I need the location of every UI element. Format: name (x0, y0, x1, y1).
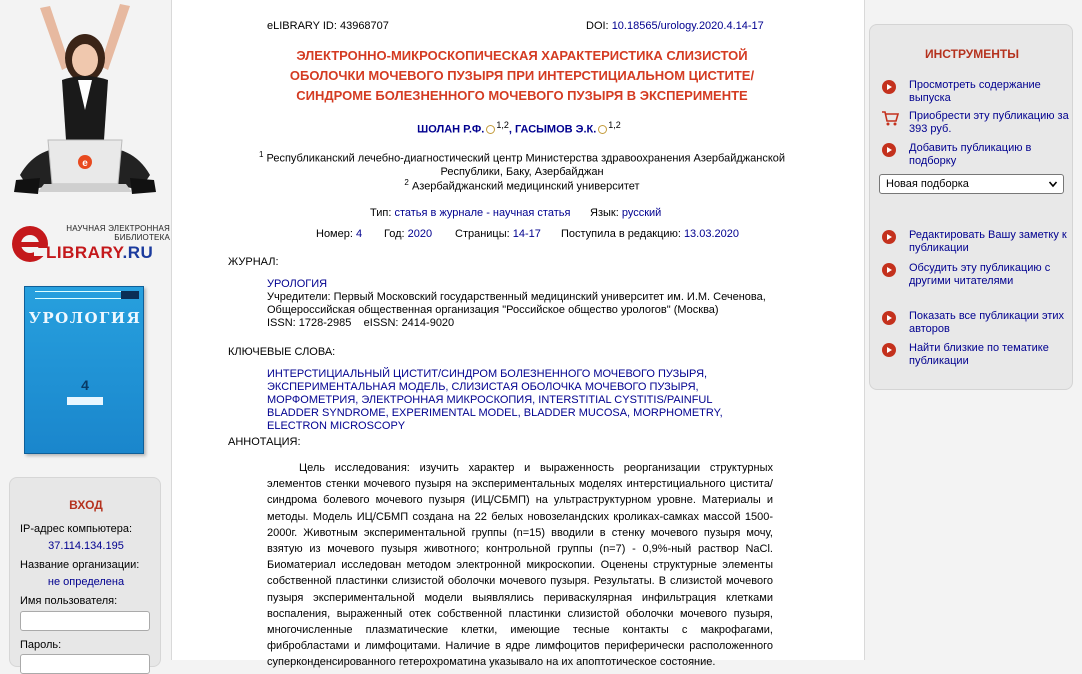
cover-title: УРОЛОГИЯ (28, 309, 142, 327)
journal-founders: Учредители: Первый Московский государственный медицинский университет им. И.М. Сеченова, Общероссийская общественная организация "Российское общество урологов" (Москва) (267, 291, 766, 316)
logo-name: LIBRARY.RU (46, 243, 154, 262)
left-sidebar (0, 0, 170, 660)
org-value: не определена (47, 576, 125, 588)
keyword-link[interactable]: INTERSTITIAL CYSTITIS/PAINFUL BLADDER SYNDROME (267, 394, 713, 419)
arrow-circle-icon (882, 80, 896, 94)
journal-section-label: ЖУРНАЛ: (228, 256, 279, 268)
keyword-link[interactable]: МОРФОМЕТРИЯ (267, 394, 356, 406)
keywords-section-label: КЛЮЧЕВЫЕ СЛОВА: (228, 346, 336, 358)
username-input[interactable] (20, 611, 150, 631)
keyword-link[interactable]: EXPERIMENTAL MODEL (391, 407, 518, 419)
doi-link[interactable]: 10.18565/urology.2020.4.14-17 (611, 20, 764, 32)
chevron-down-icon (1049, 180, 1057, 188)
arrow-circle-icon (882, 343, 896, 357)
article-title: ЭЛЕКТРОННО-МИКРОСКОПИЧЕСКАЯ ХАРАКТЕРИСТИКА СЛИЗИСТОЙ ОБОЛОЧКИ МОЧЕВОГО ПУЗЫРЯ ПРИ ИНТЕРСТИЦИАЛЬНОМ ЦИСТИТЕ/ СИНДРОМЕ БОЛЕЗНЕННОГО МОЧЕВОГО ПУЗЫРЯ В ЭКСПЕРИМЕНТЕ (289, 48, 755, 103)
svg-text:e: e (82, 158, 88, 169)
issue-year: Год: 2020 (384, 228, 433, 240)
keyword-link[interactable]: ЭЛЕКТРОННАЯ МИКРОСКОПИЯ (361, 394, 533, 406)
affiliation-2: $^2$ Азербайджанский медицинский университет (404, 178, 640, 193)
article-type: Тип: статья в журнале - научная статья (370, 207, 571, 219)
page-range: Страницы: 14-17 (455, 228, 541, 240)
arrow-circle-icon (882, 311, 896, 325)
ip-label: IP-адрес компьютера: (20, 523, 133, 535)
cover-number: 4 (81, 377, 89, 393)
tools-title: ИНСТРУМЕНТЫ (924, 47, 1020, 61)
keyword-link[interactable]: ELECTRON MICROSCOPY (267, 420, 406, 432)
collection-select[interactable]: Новая подборка (879, 174, 1064, 194)
arrow-circle-icon (882, 143, 896, 157)
received-date: Поступила в редакцию: 13.03.2020 (561, 228, 739, 240)
hero-illustration (0, 0, 170, 205)
org-label: Название организации: (20, 559, 140, 571)
issue-number: Номер: 4 (316, 228, 363, 240)
ip-value: 37.114.134.195 (48, 540, 124, 552)
abstract-text: Цель исследования: изучить характер и выраженность реорганизации структурных элементов стенки мочевого пузыря на экспериментальных моделях интерстициального цистита/синдрома болевого мочевого пузыря (ИЦ/СБМП) на ультраструктурном уровне. Материалы и методы. Модель ИЦ/СБМП создана на 22 белых новозеландских кроликах-самках массой 1500-2000г. Животным экспериментальной группы (n=15) вводили в стенку мочевого пузыря мочу, взятую из мочевого пузыря животного; контрольной группы (n=7) - 0,9%-ный раствор NaCl. Биоматериал исследован методом электронной микроскопии. Оценены структурные элементы собственной пластинки слизистой оболочки мочевого пузыря. Результаты. В слизистой мочевого пузыря экспериментальной модели выявлялись периваскулярная инфильтрация клетками воспаления, выраженный отек собственной пластинки слизистой оболочки мочевого пузыря, многочисленные плазматические клетки, имеющие тесные контакты с макрофагами, фибробластами и лимфоцитами. Наличие в ядре лимфоцитов периферически расположенного суперконденсированного гетерохроматина указывало на их апоптотическое состояние. (267, 462, 773, 669)
person-icon (486, 125, 495, 134)
abstract-section-label: АННОТАЦИЯ: (228, 436, 301, 448)
article-language: Язык: русский (590, 207, 662, 219)
journal-link[interactable]: УРОЛОГИЯ (267, 278, 328, 290)
author-link[interactable]: ШОЛАН Р.Ф. (417, 123, 485, 136)
arrow-circle-icon (882, 263, 896, 277)
keyword-link[interactable]: BLADDER MUCOSA (523, 407, 628, 419)
person-icon (598, 125, 607, 134)
journal-info (267, 278, 787, 330)
tools-panel: ИНСТРУМЕНТЫ Просмотреть содержание выпуска Приобрести эту публикацию за 393 руб. Добавить публикацию в подборку Новая подборка Редактировать Вашу заметку к публикации Обсудить эту публикацию с другими читателями Показать все публикации этих авторов Найти близкие по тематике публикации (869, 24, 1073, 390)
elibrary-id: eLIBRARY ID: 43968707 (267, 20, 389, 32)
keyword-link[interactable]: СЛИЗИСТАЯ ОБОЛОЧКА МОЧЕВОГО ПУЗЫРЯ (451, 381, 696, 393)
keyword-link[interactable]: ИНТЕРСТИЦИАЛЬНЫЙ ЦИСТИТ/СИНДРОМ БОЛЕЗНЕННОГО МОЧЕВОГО ПУЗЫРЯ (267, 368, 705, 380)
username-label: Имя пользователя: (20, 595, 118, 607)
author-link[interactable]: ГАСЫМОВ Э.К. (515, 123, 597, 136)
arrow-circle-icon (882, 230, 896, 244)
elibrary-logo[interactable] (10, 222, 170, 270)
password-input[interactable] (20, 654, 150, 674)
keyword-link[interactable]: ЭКСПЕРИМЕНТАЛЬНАЯ МОДЕЛЬ (267, 381, 446, 393)
journal-cover[interactable] (24, 286, 144, 454)
password-label: Пароль: (20, 639, 62, 651)
elibrary-e-icon (10, 222, 50, 266)
authors: ШОЛАН Р.Ф. $^{1,2}$, ГАСЫМОВ Э.К. $^{1,2}$ (417, 120, 621, 136)
affiliation-1: $^1$ Республиканский лечебно-диагностический центр Министерства здравоохранения Азербайджанской Республики, Баку, Азербайджан (258, 150, 786, 178)
journal-issn: ISSN: 1728-2985 eISSN: 2414-9020 (267, 317, 455, 329)
shopping-cart-icon (881, 110, 899, 126)
keyword-link[interactable]: MORPHOMETRY (633, 407, 720, 419)
logo-tagline: НАУЧНАЯ ЭЛЕКТРОННАЯ БИБЛИОТЕКА (66, 224, 170, 242)
login-title: ВХОД (69, 498, 103, 512)
article-content (171, 0, 865, 669)
doi: DOI: 10.18565/urology.2020.4.14-17 (586, 20, 764, 32)
keywords-list: ИНТЕРСТИЦИАЛЬНЫЙ ЦИСТИТ/СИНДРОМ БОЛЕЗНЕННОГО МОЧЕВОГО ПУЗЫРЯ, ЭКСПЕРИМЕНТАЛЬНАЯ МОДЕЛЬ, СЛИЗИСТАЯ ОБОЛОЧКА МОЧЕВОГО ПУЗЫРЯ, МОРФОМЕТРИЯ, ЭЛЕКТРОННАЯ МИКРОСКОПИЯ, INTERSTITIAL CYSTITIS/PAINFUL BLADDER SYNDROME, EXPERIMENTAL MODEL, BLADDER MUCOSA, MORPHOMETRY, ELECTRON MICROSCOPY (267, 368, 723, 432)
login-panel (9, 477, 161, 667)
